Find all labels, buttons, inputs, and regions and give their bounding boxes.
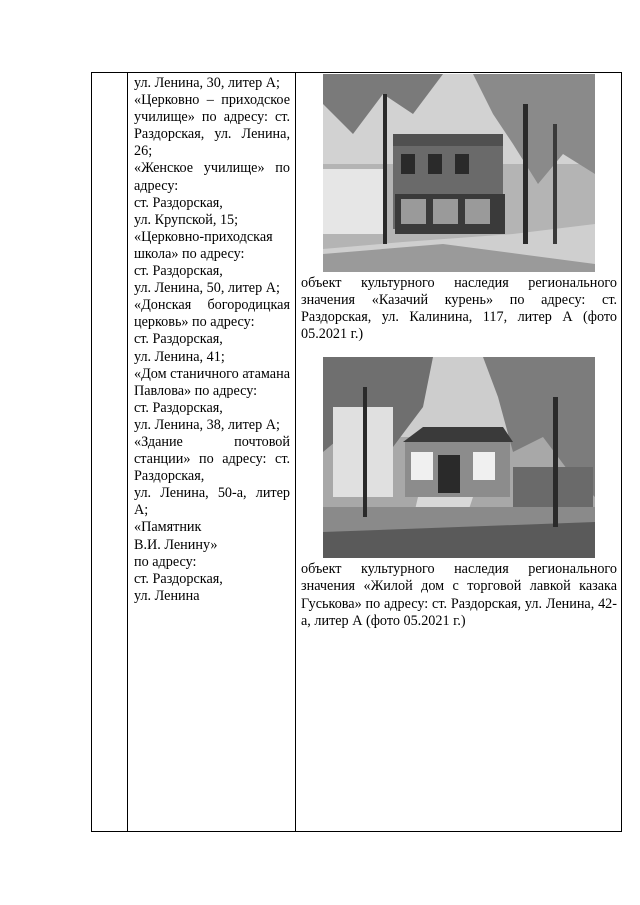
list-item: «Дом станичного атамана Павлова» по адресу: xyxy=(134,365,290,399)
objects-list-cell xyxy=(128,73,296,832)
list-item: ст. Раздорская, xyxy=(134,263,223,280)
table-row xyxy=(92,73,622,832)
list-item: ул. Ленина, 30, литер А; xyxy=(134,75,280,91)
photo-caption: объект культурного наследия регионального значения «Жилой дом с торговой лавкой казака Гуськова» по адресу: ст. Раздорская, ул. Ленина, 42-а, литер А (фото 05.2021 г.) xyxy=(301,561,617,629)
list-item: ст. Раздорская, xyxy=(134,570,223,587)
photo-zhiloy-dom-guskova xyxy=(323,357,595,558)
list-item: «Памятник xyxy=(134,519,202,536)
list-item: «Здание почтовой станции» по адресу: ст. Раздорская, xyxy=(134,433,290,485)
list-item: ул. Ленина xyxy=(134,587,200,604)
list-item: ст. Раздорская, xyxy=(134,331,223,348)
photo-kazachiy-kuren xyxy=(323,74,595,272)
number-cell xyxy=(92,73,128,832)
list-item: по адресу: xyxy=(134,553,197,570)
list-item: ул. Ленина, 50, литер А; xyxy=(134,280,280,297)
objects-list xyxy=(128,73,295,605)
list-item: «Церковно-приходская школа» по адресу: xyxy=(134,228,273,262)
list-item: ул. Ленина, 50-а, литер А; xyxy=(134,485,290,519)
photo-caption: объект культурного наследия регионального значения «Казачий курень» по адресу: ст. Раздорская, ул. Калинина, 117, литер А (фото 05.2021 г.) xyxy=(301,275,617,343)
list-item: ст. Раздорская, xyxy=(134,194,223,211)
list-item: ул. Ленина, 38, литер А; xyxy=(134,416,280,433)
list-item: ст. Раздорская, xyxy=(134,399,223,416)
list-item: «Женское училище» по адресу: xyxy=(134,160,290,194)
list-item: «Церковно – приходское училище» по адресу: ст. Раздорская, ул. Ленина, 26; xyxy=(134,92,290,160)
list-item: ул. Ленина, 41; xyxy=(134,348,225,365)
photos-cell xyxy=(296,73,622,832)
list-item: ул. Крупской, 15; xyxy=(134,211,239,228)
heritage-table xyxy=(91,72,622,832)
list-item: В.И. Ленину» xyxy=(134,536,218,553)
list-item: «Донская богородицкая церковь» по адресу: xyxy=(134,297,290,331)
